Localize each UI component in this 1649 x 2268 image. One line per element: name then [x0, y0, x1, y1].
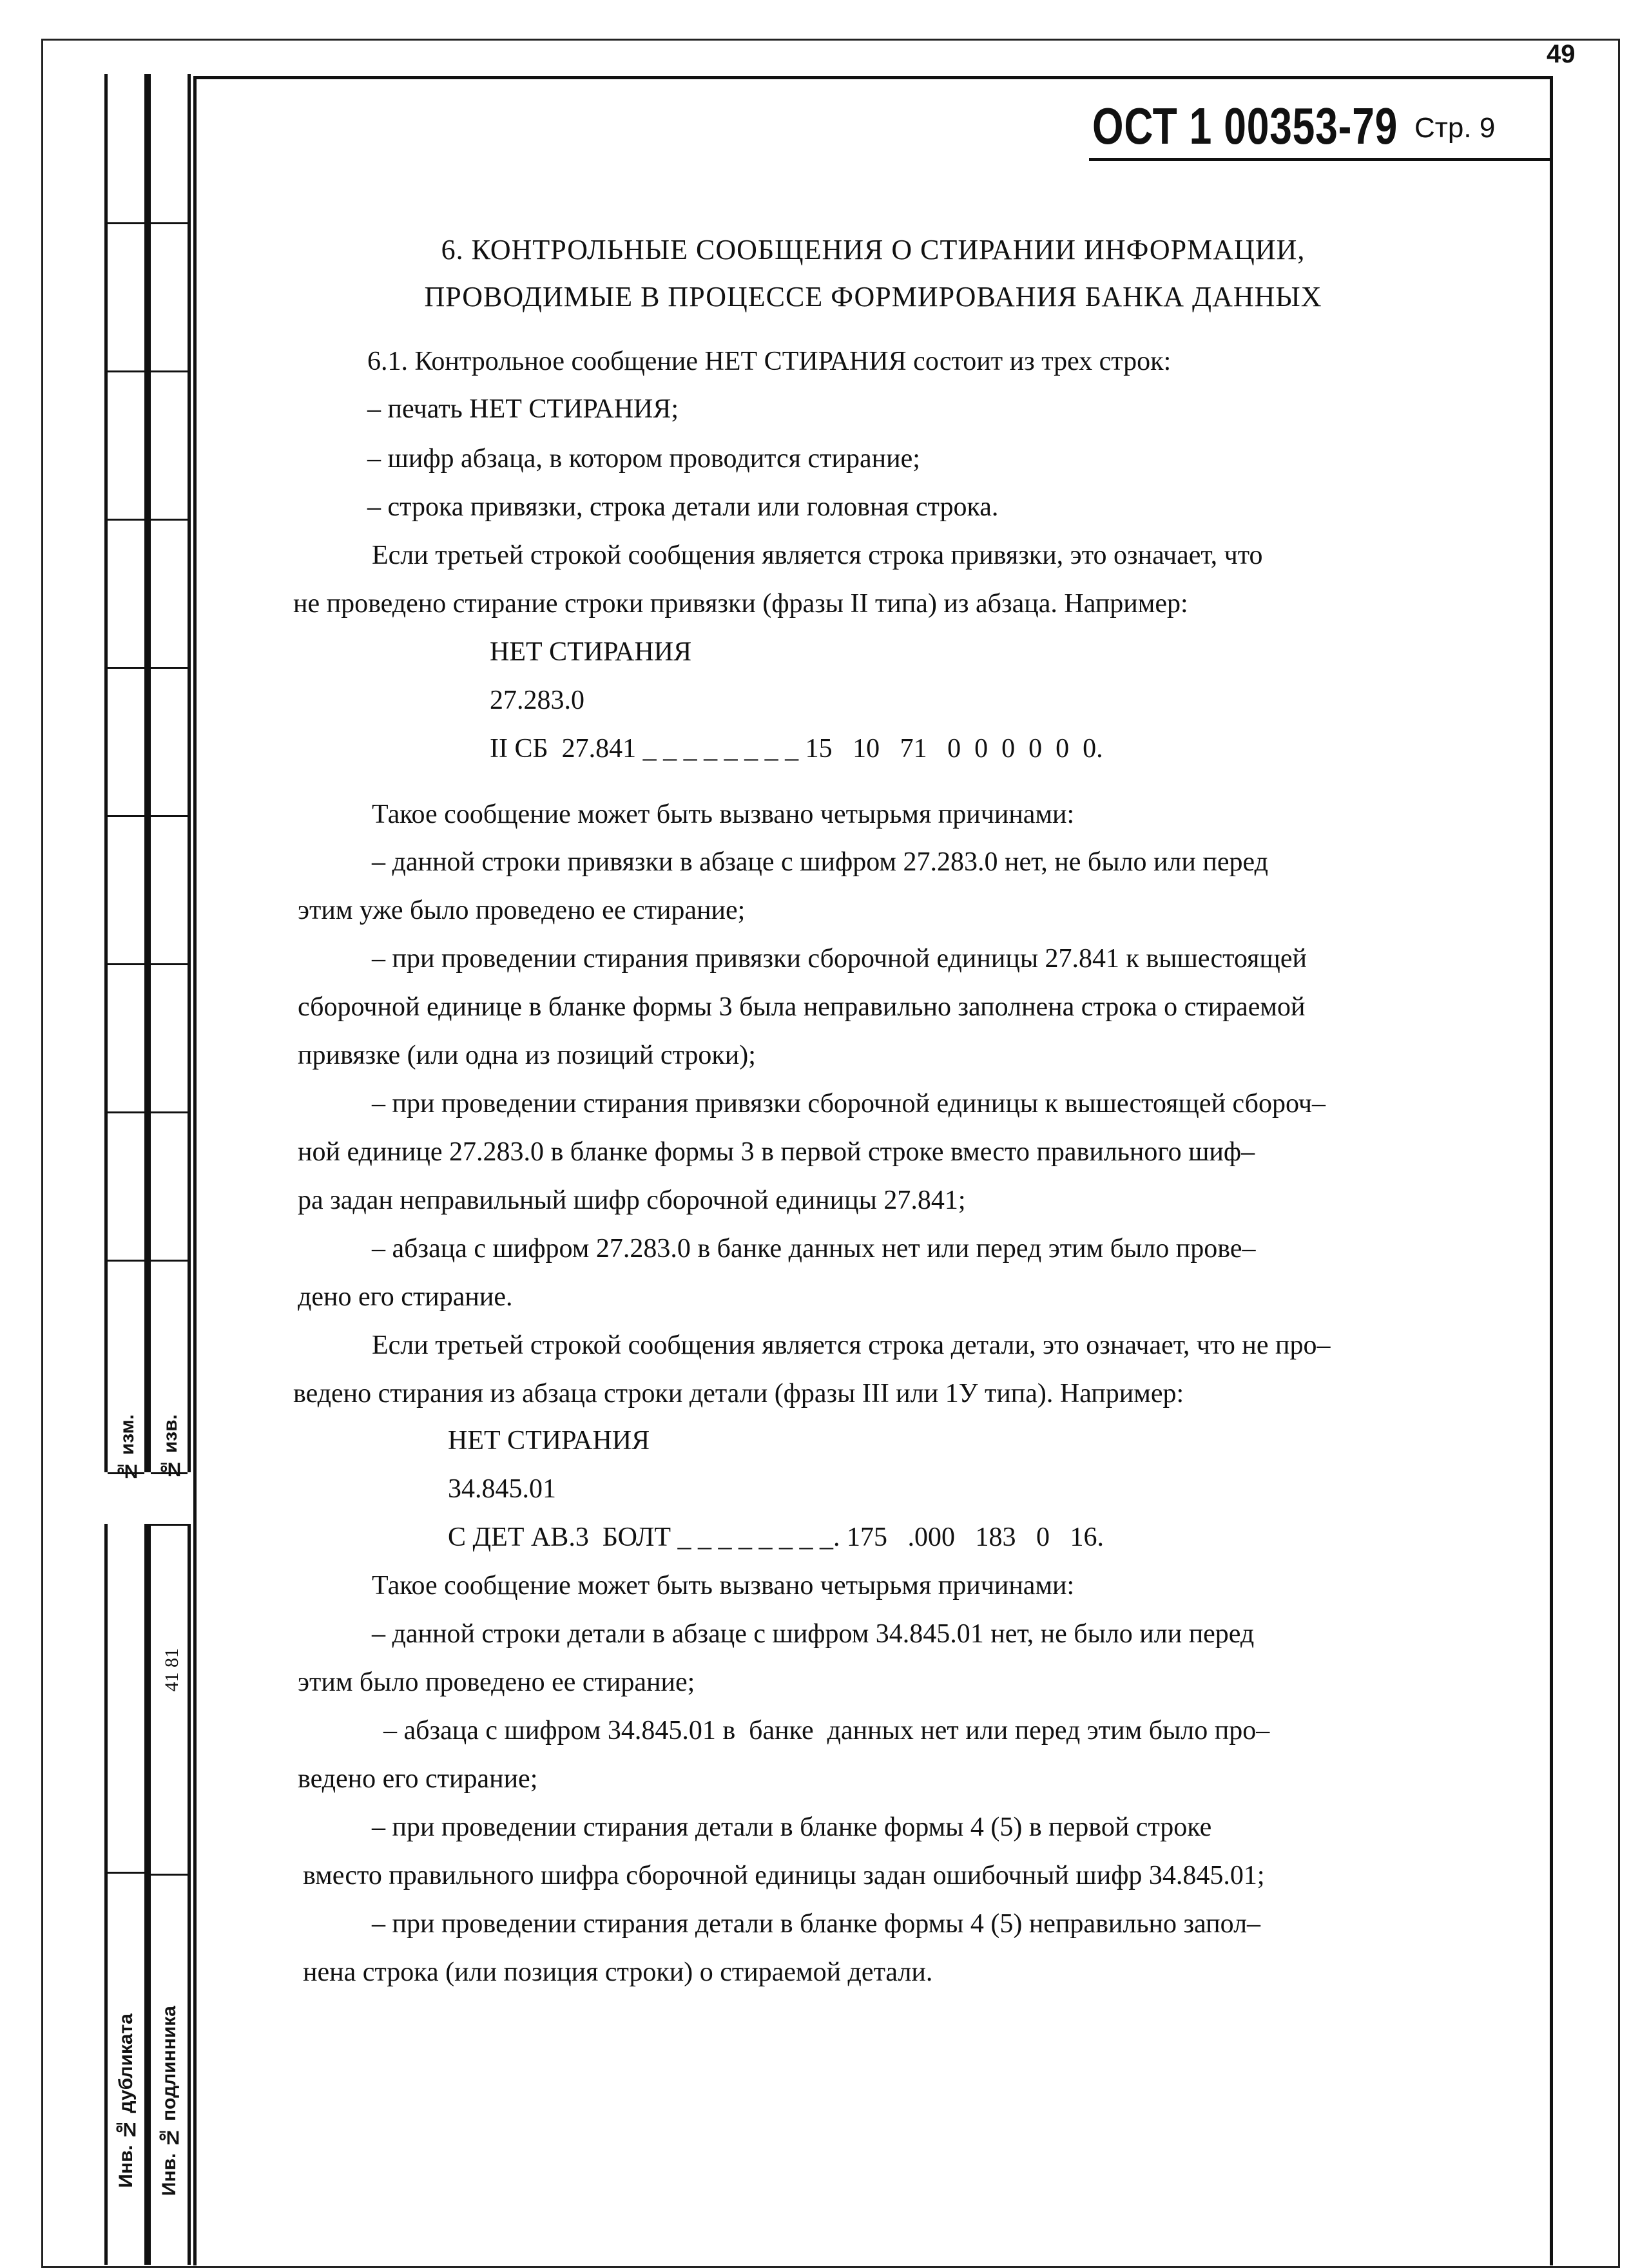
- strip-col-lower-2: [148, 1524, 191, 2265]
- strip-cell: [151, 815, 188, 965]
- example-line: НЕТ СТИРАНИЯ: [490, 637, 692, 667]
- paragraph-line: Если третьей строкой сообщения является строка привязки, это означает, что: [372, 541, 1263, 570]
- paragraph-line: – абзаца с шифром 27.283.0 в банке данных нет или перед этим было прове–: [372, 1234, 1256, 1264]
- paragraph-line: 6.1. Контрольное сообщение НЕТ СТИРАНИЯ состоит из трех строк:: [367, 347, 1172, 376]
- list-item: – строка привязки, строка детали или головная строка.: [367, 492, 999, 522]
- header-rule: [1089, 158, 1553, 161]
- doc-no-label: № изв.: [160, 1414, 181, 1480]
- page-number: 49: [1547, 40, 1576, 68]
- paragraph-line: – при проведении стирания привязки сборочной единицы к вышестоящей сбороч–: [372, 1089, 1326, 1119]
- paragraph-line: привязке (или одна из позиций строки);: [298, 1041, 756, 1070]
- paragraph-line: дено его стирание.: [298, 1282, 513, 1312]
- orig-inv-label: Инв. № подлинника: [159, 2006, 180, 2196]
- paragraph-line: этим уже было проведено ее стирание;: [298, 896, 746, 925]
- strip-cell: [108, 815, 144, 965]
- change-no-label: № изм.: [117, 1414, 138, 1482]
- paragraph-line: сборочной единице в бланке формы 3 была неправильно заполнена строка о стираемой: [298, 992, 1306, 1022]
- example-line: С ДЕТ АВ.3 БОЛТ _ _ _ _ _ _ _ _. 175 .000 183 0 16.: [448, 1523, 1104, 1552]
- paragraph-line: – данной строки детали в абзаце с шифром 34.845.01 нет, не было или перед: [372, 1619, 1255, 1649]
- paragraph-line: ведено его стирание;: [298, 1764, 538, 1794]
- paragraph-line: вместо правильного шифра сборочной единицы задан ошибочный шифр 34.845.01;: [303, 1861, 1265, 1890]
- doc-page-label: Стр. 9: [1414, 112, 1496, 144]
- strip-cell: [151, 667, 188, 817]
- strip-cell: [151, 963, 188, 1113]
- example-line: 27.283.0: [490, 686, 584, 715]
- paragraph-line: ной единице 27.283.0 в бланке формы 3 в первой строке вместо правильного шиф–: [298, 1137, 1255, 1167]
- strip-cell: [151, 370, 188, 521]
- paragraph-line: – при проведении стирания детали в бланке формы 4 (5) неправильно запол–: [372, 1909, 1261, 1939]
- strip-col-upper-2: [148, 74, 191, 1480]
- section-title-line-1: 6. КОНТРОЛЬНЫЕ СООБЩЕНИЯ О СТИРАНИИ ИНФОРМАЦИИ,: [441, 234, 1306, 265]
- section-title-line-2: ПРОВОДИМЫЕ В ПРОЦЕССЕ ФОРМИРОВАНИЯ БАНКА ДАННЫХ: [424, 281, 1322, 312]
- strip-cell: [108, 667, 144, 817]
- list-item: – печать НЕТ СТИРАНИЯ;: [367, 394, 679, 424]
- strip-cell: [151, 1111, 188, 1262]
- strip-cell: [108, 222, 144, 372]
- example-line: НЕТ СТИРАНИЯ: [448, 1426, 650, 1456]
- paragraph-line: этим было проведено ее стирание;: [298, 1667, 695, 1697]
- doc-code: ОСТ 1 00353-79: [1092, 97, 1398, 155]
- strip-cell: [108, 963, 144, 1113]
- paragraph-line: Если третьей строкой сообщения является строка детали, это означает, что не про–: [372, 1331, 1331, 1360]
- list-item: – шифр абзаца, в котором проводится стирание;: [367, 444, 920, 474]
- strip-cell: [151, 74, 188, 224]
- strip-col-lower-1: [104, 1524, 148, 2265]
- paragraph-line: – данной строки привязки в абзаце с шифром 27.283.0 нет, не было или перед: [372, 847, 1268, 877]
- strip-col-upper-1: [104, 74, 148, 1482]
- paragraph-line: нена строка (или позиция строки) о стираемой детали.: [303, 1957, 933, 1987]
- strip-cell: [108, 1524, 144, 1874]
- example-line: 34.845.01: [448, 1474, 556, 1504]
- paragraph-line: Такое сообщение может быть вызвано четырьмя причинами:: [372, 1571, 1075, 1600]
- example-line: II СБ 27.841 _ _ _ _ _ _ _ _ 15 10 71 0 0 0 0 0 0.: [490, 734, 1103, 764]
- strip-cell: [151, 222, 188, 372]
- paragraph-line: – при проведении стирания привязки сборочной единицы 27.841 к вышестоящей: [372, 944, 1307, 974]
- strip-cell: [108, 519, 144, 669]
- paragraph-line: – абзаца с шифром 34.845.01 в банке данных нет или перед этим было про–: [383, 1716, 1270, 1745]
- date-code: 41 81: [161, 1648, 182, 1692]
- strip-cell: [151, 1526, 188, 1876]
- strip-cell: [108, 74, 144, 224]
- dup-inv-label: Инв. № дубликата: [115, 2013, 137, 2188]
- paragraph-line: не проведено стирание строки привязки (фразы II типа) из абзаца. Например:: [293, 589, 1188, 619]
- paragraph-line: ведено стирания из абзаца строки детали (фразы III или 1У типа). Например:: [293, 1379, 1184, 1408]
- paragraph-line: – при проведении стирания детали в бланке формы 4 (5) в первой строке: [372, 1812, 1212, 1842]
- strip-cell: [151, 519, 188, 669]
- strip-cell: [108, 370, 144, 521]
- strip-cell: [108, 1111, 144, 1262]
- paragraph-line: Такое сообщение может быть вызвано четырьмя причинами:: [372, 800, 1075, 829]
- paragraph-line: ра задан неправильный шифр сборочной единицы 27.841;: [298, 1186, 966, 1215]
